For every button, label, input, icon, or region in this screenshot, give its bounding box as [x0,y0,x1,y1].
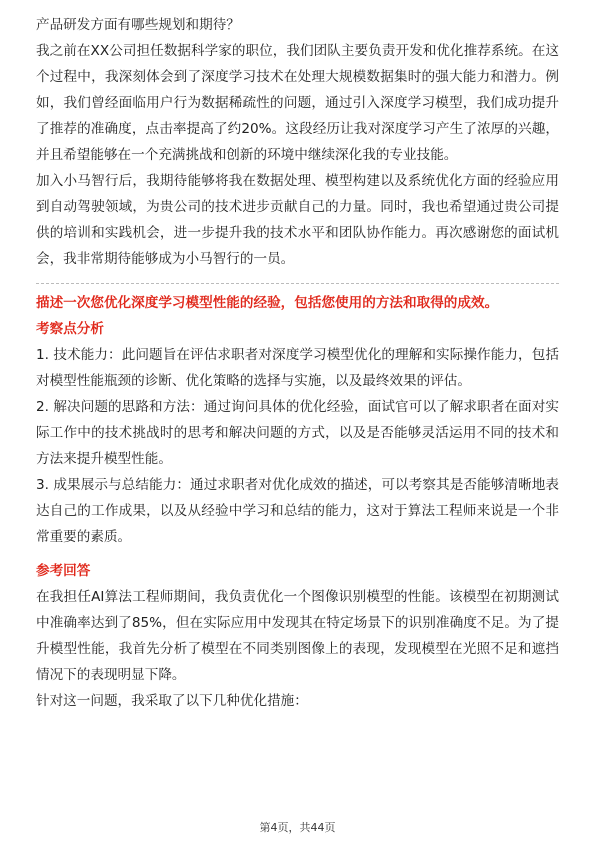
reference-paragraph-2: 针对这一问题，我采取了以下几种优化措施： [36,693,308,709]
analysis-item-2: 2. 解决问题的思路和方法：通过询问具体的优化经验，面试官可以了解求职者在面对实际工作中的技术挑战时的思考和解决问题的方式，以及是否能够灵活运用不同的技术和方法来提升模型性能。 [36,399,559,467]
reference-paragraph-1: 在我担任AI算法工程师期间，我负责优化一个图像识别模型的性能。该模型在初期测试中准确率达到了85%，但在实际应用中发现其在特定场景下的识别准确度不足。为了提升模型性能，我首先分析了模型在不同类别图像上的表现，发现模型在光照不足和遮挡情况下的表现明显下降。 [36,589,559,683]
analysis-heading: 考察点分析 [36,321,104,337]
intro-paragraph-1: 我之前在XX公司担任数据科学家的职位，我们团队主要负责开发和优化推荐系统。在这个过程中，我深刻体会到了深度学习技术在处理大规模数据集时的强大能力和潜力。例如，我们曾经面临用户行为数据稀疏性的问题，通过引入深度学习模型，我们成功提升了推荐的准确度，点击率提高了约20%。这段经历让我对深度学习产生了浓厚的兴趣，并且希望能够在一个充满挑战和创新的环境中继续深化我的专业技能。 [36,43,559,163]
analysis-item-3: 3. 成果展示与总结能力：通过求职者对优化成效的描述，可以考察其是否能够清晰地表达自己的工作成果，以及从经验中学习和总结的能力，这对于算法工程师来说是一个非常重要的素质。 [36,477,559,545]
page-number-footer: 第4页，共44页 [259,821,336,834]
reference-heading: 参考回答 [36,563,91,579]
intro-question-line: 产品研发方面有哪些规划和期待？ [36,17,240,33]
interview-question: 描述一次您优化深度学习模型性能的经验，包括您使用的方法和取得的成效。 [36,295,499,311]
intro-paragraph-2: 加入小马智行后，我期待能够将我在数据处理、模型构建以及系统优化方面的经验应用到自动驾驶领域，为贵公司的技术进步贡献自己的力量。同时，我也希望通过贵公司提供的培训和实践机会，进一步提升我的技术水平和团队协作能力。再次感谢您的面试机会，我非常期待能够成为小马智行的一员。 [36,173,559,267]
analysis-item-1: 1. 技术能力：此问题旨在评估求职者对深度学习模型优化的理解和实际操作能力，包括对模型性能瓶颈的诊断、优化策略的选择与实施，以及最终效果的评估。 [36,347,559,389]
document-page [36,12,559,714]
section-divider [36,283,559,284]
